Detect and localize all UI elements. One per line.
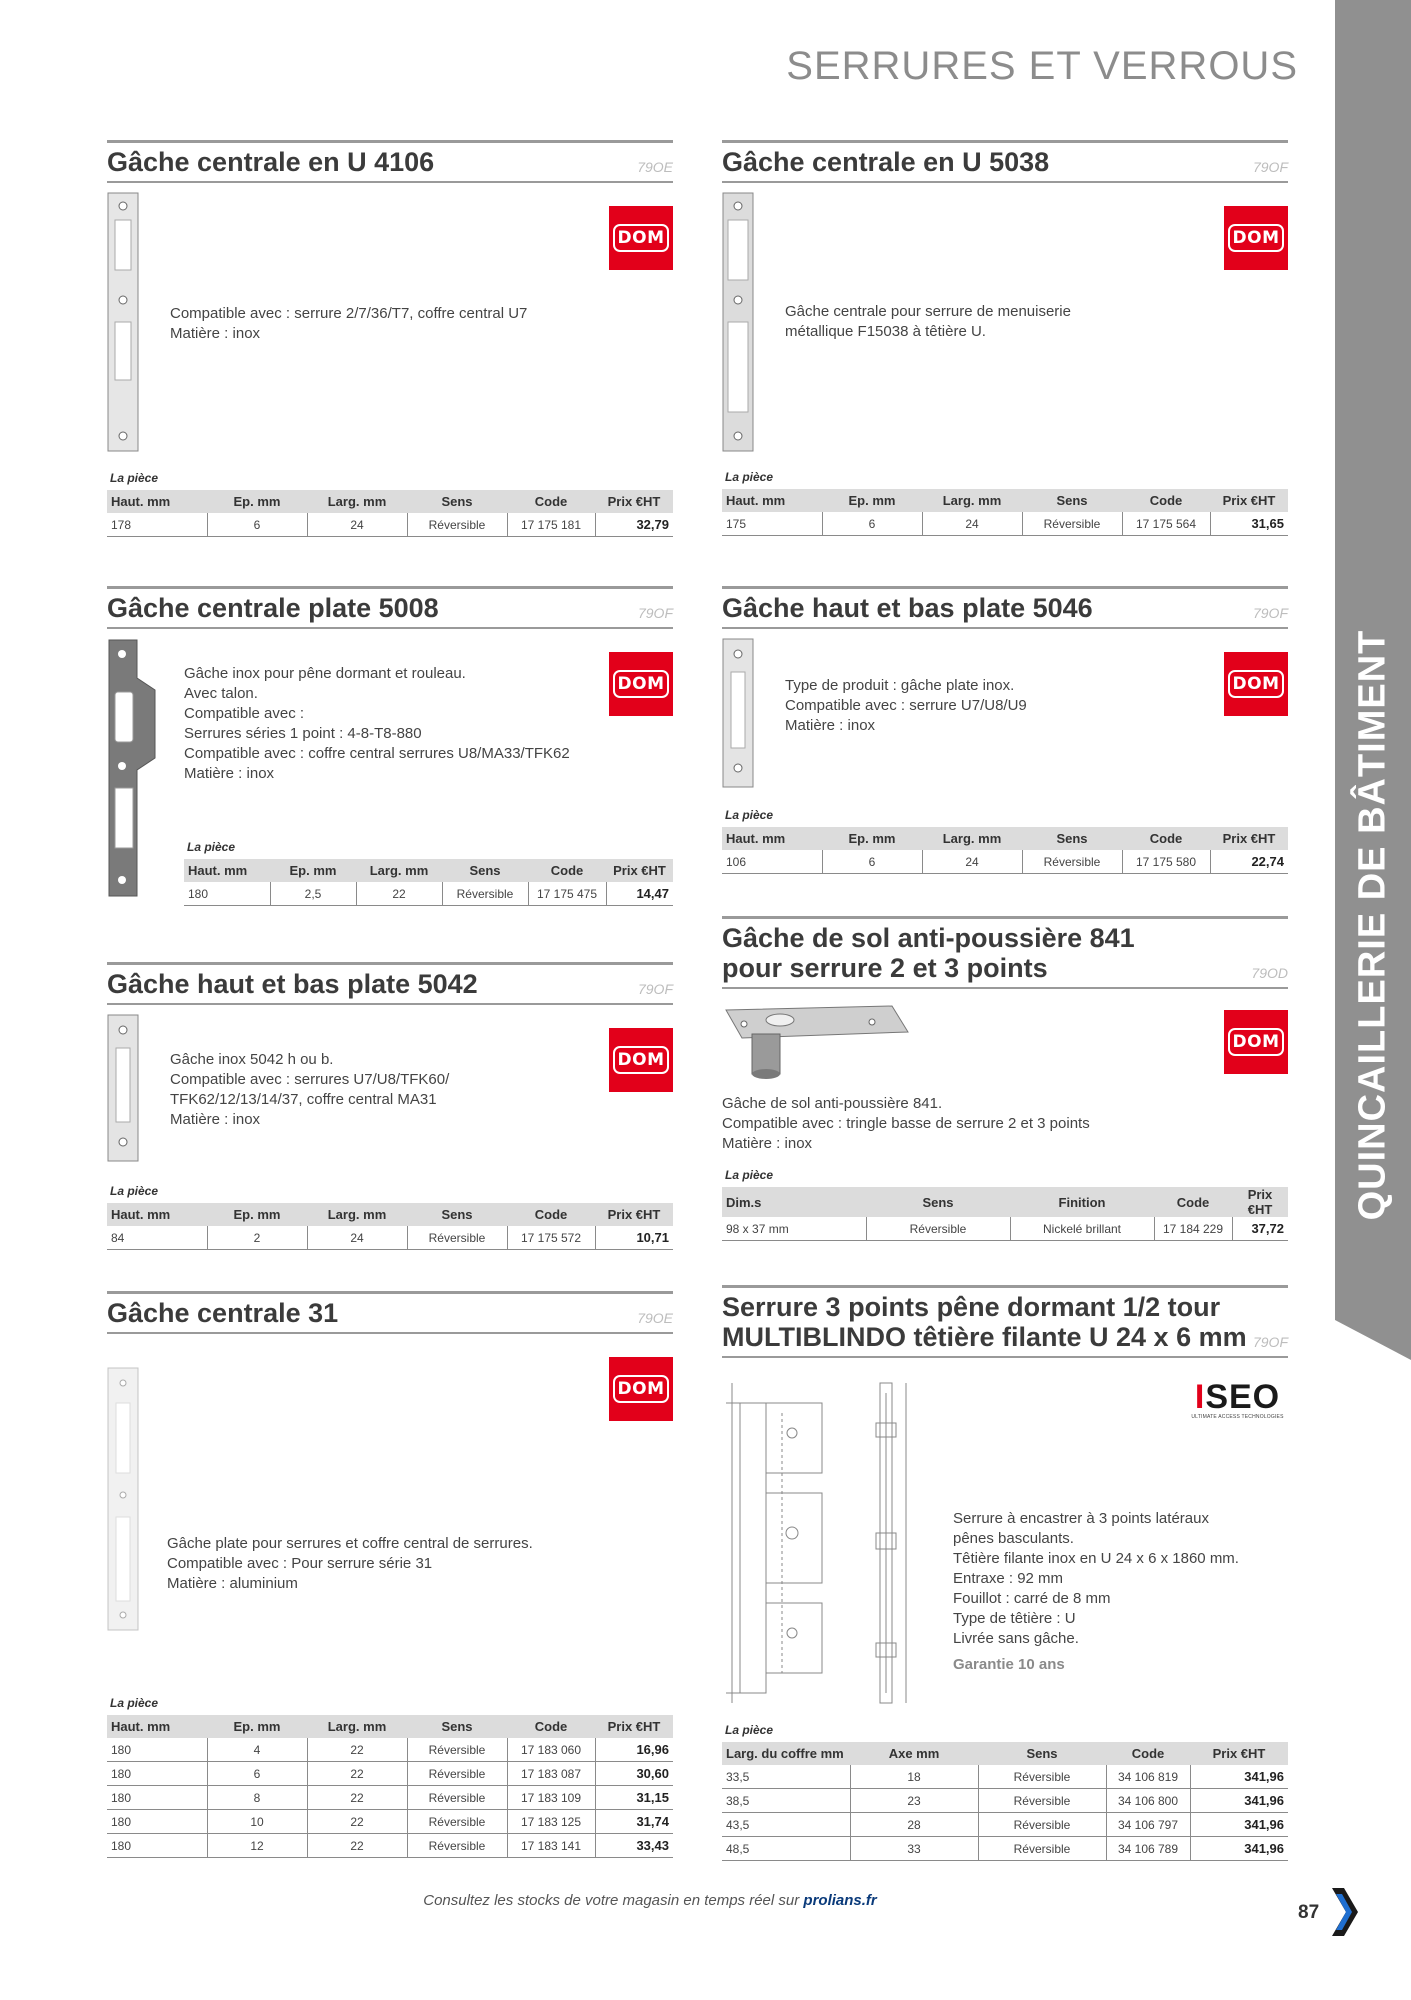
product-title: Gâche centrale plate 5008 [107,593,439,623]
unit-label: La pièce [187,840,236,854]
dom-logo: DOM [609,652,673,716]
page-title: SERRURES ET VERROUS [786,44,1298,88]
spec-table: Haut. mm Ep. mm Larg. mm Sens Code Prix €HT 106 6 24 Réversible 17 175 580 22,74 [722,827,1288,874]
spec-table: Haut. mm Ep. mm Larg. mm Sens Code Prix €HT 84 2 24 Réversible 17 175 572 10,71 [107,1203,673,1250]
unit-label: La pièce [110,1696,159,1710]
spec-table: Haut. mm Ep. mm Larg. mm Sens Code Prix €HT 180 4 22 Réversible 17 183 060 16,96 180 6 22 Réversible 17 183 087 30,60 180 8 22 Réversible 17 183 109 31,15 180 10 22 Réversible 17 183 125 31,74 180 12 22 Réversible 17 183 141 33,43 [107,1715,673,1858]
product-5042 [107,962,673,1262]
strike-plate-image [107,1367,141,1633]
unit-label: La pièce [110,1184,159,1198]
product-code: 79OF [1252,1334,1288,1350]
product-multiblindo [722,1285,1288,1875]
product-code: 79OF [1252,605,1288,621]
strike-plate-image [107,192,141,454]
table-row: 175 6 24 Réversible 17 175 564 31,65 [722,512,1288,536]
unit-label: La pièce [725,1168,774,1182]
product-code: 79OD [1251,965,1288,981]
table-row: 180 2,5 22 Réversible 17 175 475 14,47 [184,882,673,906]
product-code: 79OF [1252,159,1288,175]
strike-plate-image [107,638,159,900]
iseo-logo: ISEO ULTIMATE ACCESS TECHNOLOGIES [1191,1378,1284,1420]
product-header [722,140,1288,183]
product-description: Type de produit : gâche plate inox. Compatible avec : serrure U7/U8/U9 Matière : inox [785,677,1027,734]
footer-note: Consultez les stocks de votre magasin en temps réel sur prolians.fr [423,1892,877,1909]
product-description: Gâche centrale pour serrure de menuiserie métallique F15038 à têtière U. [785,303,1071,340]
unit-label: La pièce [725,1723,774,1737]
product-description: Gâche inox 5042 h ou b. Compatible avec : serrures U7/U8/TFK60/ TFK62/12/13/14/37, coffre central MA31 Matière : inox [170,1051,450,1128]
table-row: 180 6 22 Réversible 17 183 087 30,60 [107,1762,673,1786]
product-header [107,1291,673,1334]
table-row: 180 4 22 Réversible 17 183 060 16,96 [107,1738,673,1762]
side-tab-label: QUINCAILLERIE DE BÂTIMENT [1351,629,1394,1221]
page-number: 87 [1298,1902,1320,1923]
dom-logo: DOM [1224,652,1288,716]
product-description: Compatible avec : serrure 2/7/36/T7, coffre central U7 Matière : inox [170,305,528,342]
product-5046 [722,586,1288,886]
product-header [107,140,673,183]
product-header [722,916,1288,989]
table-row: 98 x 37 mm Réversible Nickelé brillant 17 184 229 37,72 [722,1217,1288,1241]
prolians-link[interactable]: prolians.fr [803,1892,877,1909]
product-title: Gâche haut et bas plate 5042 [107,969,478,999]
chevron-right-icon [1330,1886,1360,1938]
unit-label: La pièce [725,470,774,484]
strike-plate-image [722,638,756,790]
product-code: 79OE [637,159,673,175]
product-description: Gâche de sol anti-poussière 841. Compatible avec : tringle basse de serrure 2 et 3 points Matière : inox [722,1095,1090,1152]
product-841 [722,916,1288,1246]
table-row: 180 10 22 Réversible 17 183 125 31,74 [107,1810,673,1834]
product-code: 79OF [637,605,673,621]
strike-plate-image [107,1014,141,1166]
product-header [722,586,1288,629]
dom-logo: DOM [1224,206,1288,270]
spec-table: Haut. mm Ep. mm Larg. mm Sens Code Prix €HT 175 6 24 Réversible 17 175 564 31,65 [722,489,1288,536]
table-row: 48,5 33 Réversible 34 106 789 341,96 [722,1837,1288,1861]
table-row: 84 2 24 Réversible 17 175 572 10,71 [107,1226,673,1250]
product-header [107,962,673,1005]
product-4106 [107,140,673,545]
product-description: Gâche inox pour pêne dormant et rouleau. Avec talon. Compatible avec : Serrures séries 1 point : 4-8-T8-880 Compatible avec : coffre central serrures U8/MA33/TFK62 Matière : inox [184,665,570,782]
lock-technical-drawing [722,1373,932,1713]
product-title: Gâche centrale en U 5038 [722,147,1050,177]
dom-logo: DOM [609,1357,673,1421]
product-description: Gâche plate pour serrures et coffre central de serrures. Compatible avec : Pour serrure série 31 Matière : aluminium [167,1535,533,1592]
side-tab-tip [1335,1320,1411,1360]
warranty-label: Garantie 10 ans [953,1656,1065,1673]
product-header [722,1285,1288,1358]
product-description: Serrure à encastrer à 3 points latéraux pênes basculants. Têtière filante inox en U 24 x 6 x 1860 mm. Entraxe : 92 mm Fouillot : carré de 8 mm Type de têtière : U Livrée sans gâche. Garantie 10 ans [953,1510,1239,1673]
strike-plate-image [722,192,756,454]
product-31 [107,1291,673,1871]
table-row: 43,5 28 Réversible 34 106 797 341,96 [722,1813,1288,1837]
spec-table: Haut. mm Ep. mm Larg. mm Sens Code Prix €HT 178 6 24 Réversible 17 175 181 32,79 [107,490,673,537]
dom-logo: DOM [609,206,673,270]
spec-table: Haut. mm Ep. mm Larg. mm Sens Code Prix €HT 180 2,5 22 Réversible 17 175 475 14,47 [184,859,673,906]
product-5008 [107,586,673,916]
product-title: Gâche centrale 31 [107,1298,339,1328]
table-row: 33,5 18 Réversible 34 106 819 341,96 [722,1765,1288,1789]
spec-table: Larg. du coffre mm Axe mm Sens Code Prix €HT 33,5 18 Réversible 34 106 819 341,96 38,5 23 Réversible 34 106 800 341,96 43,5 28 Réversible 34 106 797 341,96 48,5 33 Réversible 34 106 789 341,96 [722,1742,1288,1861]
product-code: 79OF [637,981,673,997]
product-5038 [722,140,1288,545]
unit-label: La pièce [110,471,159,485]
dom-logo: DOM [609,1028,673,1092]
table-row: 180 8 22 Réversible 17 183 109 31,15 [107,1786,673,1810]
table-row: 178 6 24 Réversible 17 175 181 32,79 [107,513,673,537]
dom-logo: DOM [1224,1010,1288,1074]
product-title: Gâche haut et bas plate 5046 [722,593,1093,623]
table-row: 38,5 23 Réversible 34 106 800 341,96 [722,1789,1288,1813]
table-row: 180 12 22 Réversible 17 183 141 33,43 [107,1834,673,1858]
product-header [107,586,673,629]
product-title: Serrure 3 points pêne dormant 1/2 tour MULTIBLINDO têtière filante U 24 x 6 mm [722,1292,1247,1352]
product-title: Gâche de sol anti-poussière 841 pour serrure 2 et 3 points [722,923,1135,983]
product-title: Gâche centrale en U 4106 [107,147,435,177]
floor-strike-image [722,1004,912,1084]
spec-table: Dim.s Sens Finition Code Prix €HT 98 x 37 mm Réversible Nickelé brillant 17 184 229 37,72 [722,1187,1288,1241]
product-code: 79OE [637,1310,673,1326]
unit-label: La pièce [725,808,774,822]
table-row: 106 6 24 Réversible 17 175 580 22,74 [722,850,1288,874]
